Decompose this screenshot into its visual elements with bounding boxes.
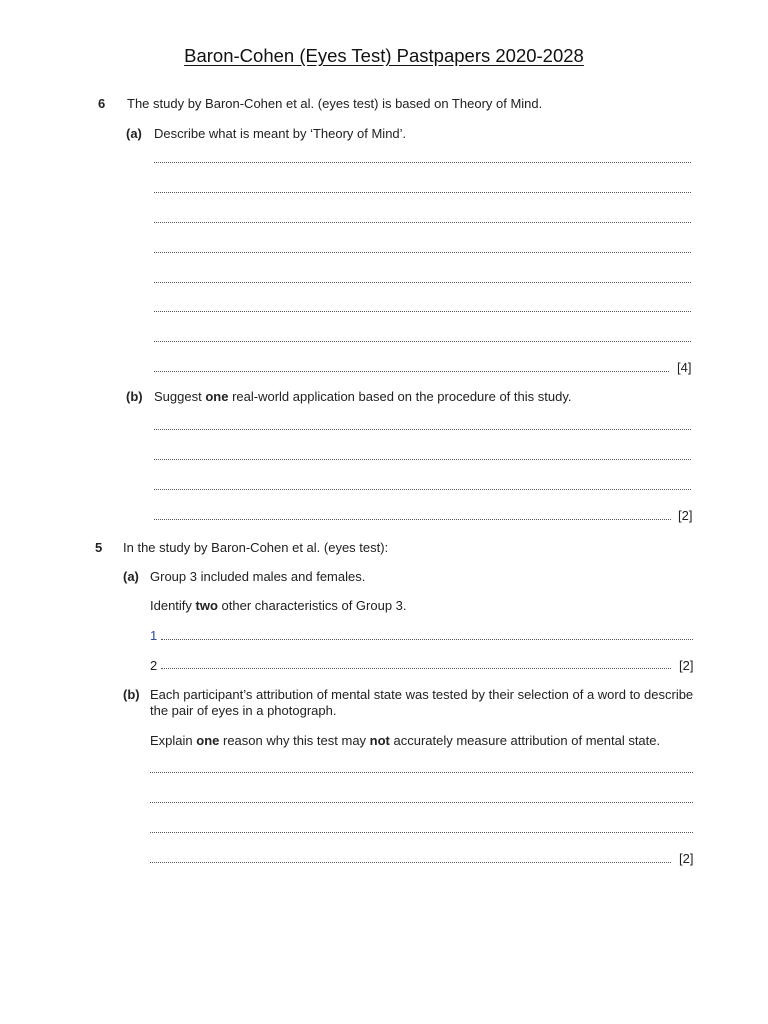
answer-line[interactable] [154,311,691,312]
answer-line[interactable] [154,162,691,163]
answer-line[interactable] [150,832,693,833]
answer-line[interactable] [154,341,691,342]
question-6b-text: Suggest one real-world application based on the procedure of this study. [154,389,572,404]
answer-line[interactable] [154,519,671,520]
question-6a-marks: [4] [677,360,692,375]
question-5b-label: (b) [123,687,140,702]
question-5a-line2: Identify two other characteristics of Group 3. [150,598,407,613]
answer-line[interactable] [150,772,693,773]
answer-line[interactable] [154,282,691,283]
answer-line[interactable] [154,371,669,372]
question-5b-marks: [2] [679,851,694,866]
question-6b-label: (b) [126,389,143,404]
question-6b-marks: [2] [678,508,693,523]
answer-line[interactable] [150,802,693,803]
question-6-number: 6 [98,96,106,111]
question-5-number: 5 [95,540,103,555]
question-5a-marks: [2] [679,658,694,673]
question-6a-text: Describe what is meant by ‘Theory of Mind’. [154,126,407,141]
answer-line[interactable] [154,192,691,193]
page-title: Baron-Cohen (Eyes Test) Pastpapers 2020-2028 [184,45,584,66]
question-5b-line3: Explain one reason why this test may not accurately measure attribution of mental state. [150,733,661,748]
question-5a-line1: Group 3 included males and females. [150,569,366,584]
answer-line[interactable] [161,639,693,640]
answer-line[interactable] [161,668,671,669]
answer-line[interactable] [154,222,691,223]
question-5-stem: In the study by Baron-Cohen et al. (eyes test): [123,540,389,555]
answer-line[interactable] [150,862,671,863]
question-6a-label: (a) [126,126,142,141]
answer-line[interactable] [154,429,691,430]
question-5a-label: (a) [123,569,139,584]
question-5b-line1: Each participant’s attribution of mental state was tested by their selection of a word to describe [150,687,694,702]
question-6-stem: The study by Baron-Cohen et al. (eyes test) is based on Theory of Mind. [127,96,543,111]
answer-line[interactable] [154,252,691,253]
question-5b-line2: the pair of eyes in a photograph. [150,703,337,718]
answer-line[interactable] [154,489,691,490]
answer-item-2-number: 2 [150,658,158,673]
answer-item-1-number: 1 [150,628,158,643]
answer-line[interactable] [154,459,691,460]
